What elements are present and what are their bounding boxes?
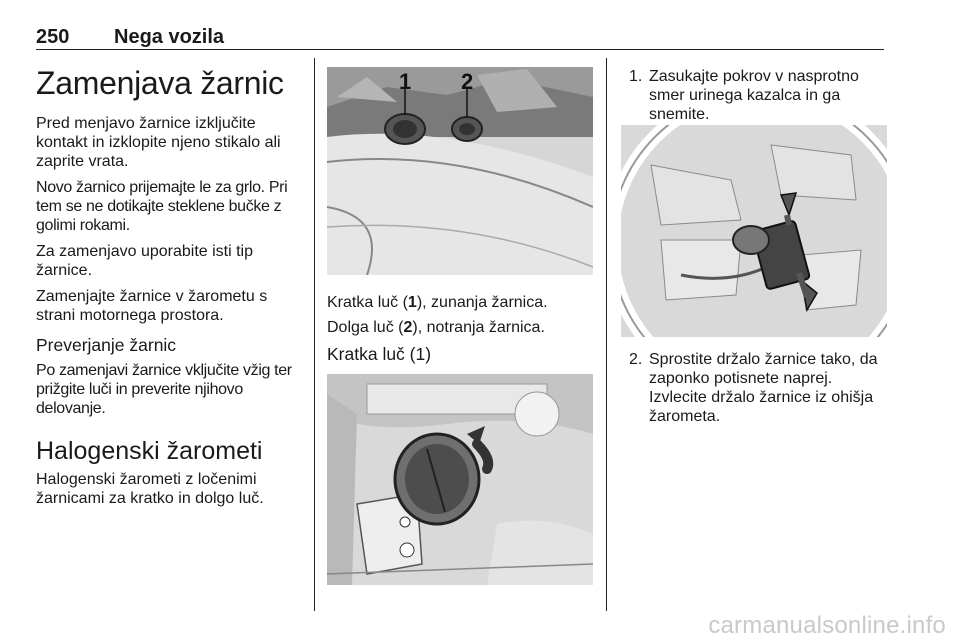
caption-high-beam: Dolga luč (2), notranja žarnica.: [327, 319, 545, 336]
watermark: carmanualsonline.info: [708, 612, 946, 639]
step-2-number: 2.: [629, 351, 643, 368]
caption-low-beam: Kratka luč (1), zunanja žarnica.: [327, 294, 548, 311]
step-2: [621, 350, 887, 426]
chapter-title: Nega vozila: [114, 26, 225, 48]
callout-2: 2: [461, 69, 474, 94]
section-title: Zamenjava žarnic: [36, 65, 284, 101]
step-2-text: Sprostite držalo žarnice tako, da zaponko potisnete naprej. Izvlecite držalo žarnice iz ohišja žarometa.: [649, 351, 878, 425]
callout-1: 1: [399, 69, 412, 94]
bulb-holder-illustration: [621, 125, 887, 337]
column-divider-left: [314, 58, 315, 611]
header-rule: [36, 49, 884, 50]
halogen-section-title: Halogenski žarometi: [36, 437, 263, 465]
page-number: 250: [36, 26, 70, 48]
left-column: [36, 58, 304, 515]
cover-removal-illustration: [327, 374, 593, 585]
check-subheading: Preverjanje žarnic: [36, 335, 177, 355]
check-paragraph: Po zamenjavi žarnice vključite vžig ter prižgite luči in preverite njihovo delovanje.: [36, 362, 292, 417]
step-1: [621, 67, 887, 124]
engine-side-paragraph: Zamenjajte žarnice v žarometu s strani motornega prostora.: [36, 288, 268, 324]
low-beam-subheading: Kratka luč (1): [327, 344, 432, 364]
step-1-number: 1.: [629, 68, 643, 85]
handling-paragraph: Novo žarnico prijemajte le za grlo. Pri tem se ne dotikajte steklene bučke z golimi rokami.: [36, 179, 288, 234]
bulb-type-paragraph: Za zamenjavo uporabite isti tip žarnice.: [36, 243, 253, 279]
page-header: [36, 26, 884, 50]
column-divider-right: [606, 58, 607, 611]
intro-paragraph: Pred menjavo žarnice izključite kontakt in izklopite njeno stikalo ali zaprite vrata.: [36, 115, 281, 170]
headlight-rear-illustration: [327, 67, 593, 275]
halogen-paragraph: Halogenski žarometi z ločenimi žarnicami za kratko in dolgo luč.: [36, 471, 264, 507]
step-1-text: Zasukajte pokrov v nasprotno smer urinega kazalca in ga snemite.: [649, 68, 859, 123]
